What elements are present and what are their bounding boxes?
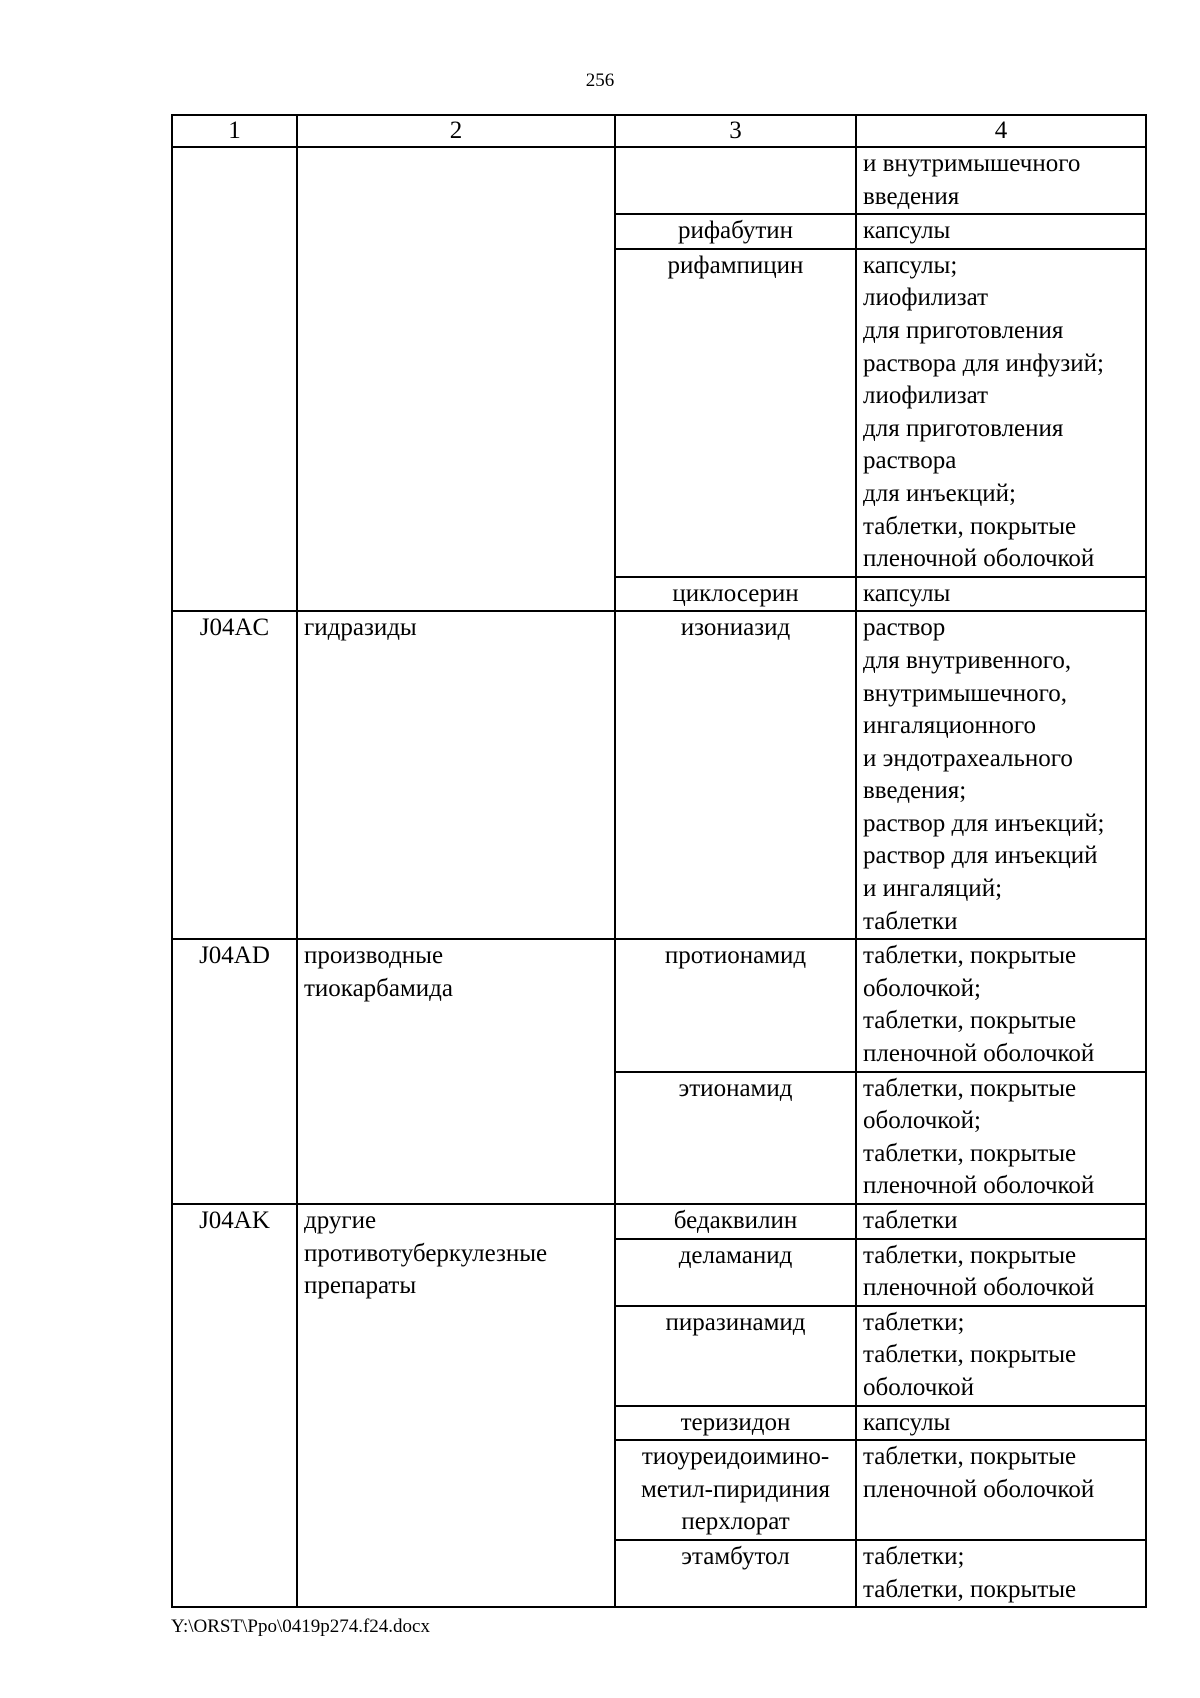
forms-cell (856, 1406, 1146, 1441)
forms-cell (856, 1072, 1146, 1204)
form-line: пленочной оболочкой (863, 1172, 1095, 1200)
drug-cell (615, 1406, 856, 1441)
header-row (172, 115, 1146, 147)
form-line: оболочкой; (863, 974, 981, 1002)
drug-cell (615, 1540, 856, 1607)
column-header: 3 (615, 115, 856, 147)
form-line: таблетки, покрытые (863, 1139, 1077, 1167)
form-line: для инъекций; (863, 479, 1016, 507)
column-header: 1 (172, 115, 297, 147)
drug-name: метил-пиридиния (640, 1475, 830, 1503)
form-line: таблетки, покрытые (863, 1074, 1077, 1102)
atc-code-cell (172, 147, 297, 611)
form-line: пленочной оболочкой (863, 1475, 1095, 1503)
form-line: раствор для инъекций; (863, 809, 1105, 837)
form-line: таблетки (863, 1207, 958, 1234)
form-line: капсулы; (863, 251, 958, 279)
drug-cell (615, 249, 856, 577)
drug-cell (615, 1072, 856, 1204)
form-line: и эндотрахеального (863, 744, 1073, 772)
drug-name: изониазид (680, 614, 791, 642)
drug-name: теризидон (680, 1408, 791, 1436)
forms-cell (856, 939, 1146, 1071)
form-line: таблетки; (863, 1542, 965, 1570)
forms-cell (856, 577, 1146, 612)
form-line: для приготовления (863, 316, 1064, 344)
form-line: ингаляционного (863, 712, 1036, 740)
group-cell (297, 147, 615, 611)
table-row (172, 611, 1146, 939)
drug-name: этионамид (678, 1074, 793, 1102)
drug-cell (615, 1440, 856, 1540)
forms-cell (856, 147, 1146, 214)
form-line: лиофилизат (863, 382, 989, 410)
form-line: таблетки, покрытые (863, 1341, 1077, 1369)
forms-cell (856, 249, 1146, 577)
forms-cell (856, 1239, 1146, 1306)
drug-cell (615, 1204, 856, 1239)
table-row (172, 147, 1146, 214)
form-line: таблетки (863, 907, 958, 935)
atc-code: J04AD (199, 942, 270, 970)
form-line: пленочной оболочкой (863, 1040, 1095, 1068)
forms-cell (856, 1440, 1146, 1540)
form-line: таблетки; (863, 1308, 965, 1336)
group-name: противотуберкулезные (304, 1239, 548, 1267)
forms-cell (856, 1306, 1146, 1406)
document-path-footer: Y:\ORST\Ppo\0419p274.f24.docx (171, 1616, 430, 1637)
atc-code-cell (172, 611, 297, 939)
form-line: и внутримышечного (863, 150, 1081, 177)
page-number: 256 (585, 70, 615, 91)
form-line: раствора для инфузий; (863, 349, 1104, 377)
group-name: препараты (304, 1272, 417, 1300)
atc-code-cell (172, 939, 297, 1204)
form-line: раствор (863, 614, 946, 642)
form-line: для приготовления (863, 414, 1064, 442)
group-name: тиокарбамида (304, 974, 453, 1002)
group-name: другие (304, 1207, 377, 1234)
forms-cell (856, 1540, 1146, 1607)
form-line: раствор для инъекций (863, 842, 1098, 870)
drug-name: перхлорат (681, 1508, 790, 1536)
table-row (172, 1204, 1146, 1239)
group-name: гидразиды (304, 614, 417, 642)
form-line: введения; (863, 777, 967, 805)
drug-cell (615, 147, 856, 214)
drug-name: деламанид (678, 1241, 793, 1269)
form-line: таблетки, покрытые (863, 1575, 1077, 1603)
group-cell (297, 939, 615, 1204)
drug-name: рифабутин (677, 217, 794, 245)
atc-code-cell (172, 1204, 297, 1607)
column-header: 2 (297, 115, 615, 147)
form-line: таблетки, покрытые (863, 1241, 1077, 1269)
form-line: лиофилизат (863, 284, 989, 312)
forms-cell (856, 214, 1146, 249)
form-line: капсулы (863, 1408, 951, 1436)
group-cell (297, 611, 615, 939)
forms-cell (856, 611, 1146, 939)
form-line: оболочкой (863, 1373, 975, 1401)
drug-cell (615, 577, 856, 612)
form-line: и ингаляций; (863, 875, 1003, 903)
drug-name: протионамид (664, 942, 807, 970)
drug-name: пиразинамид (665, 1308, 806, 1336)
form-line: таблетки, покрытые (863, 1007, 1077, 1035)
column-header: 4 (856, 115, 1146, 147)
drug-cell (615, 611, 856, 939)
form-line: раствора (863, 447, 957, 475)
forms-cell (856, 1204, 1146, 1239)
drug-cell (615, 939, 856, 1071)
form-line: пленочной оболочкой (863, 545, 1095, 573)
drug-cell (615, 1306, 856, 1406)
drug-name: циклосерин (672, 579, 799, 607)
drug-name: этамбутол (681, 1542, 790, 1570)
form-line: таблетки, покрытые (863, 942, 1077, 970)
form-line: введения (863, 182, 960, 210)
table-row (172, 939, 1146, 1071)
form-line: для внутривенного, (863, 646, 1072, 674)
form-line: таблетки, покрытые (863, 512, 1077, 540)
drug-cell (615, 214, 856, 249)
atc-code: J04AK (199, 1207, 270, 1234)
form-line: капсулы (863, 217, 951, 245)
form-line: таблетки, покрытые (863, 1443, 1077, 1471)
drug-table (171, 114, 1147, 1608)
form-line: оболочкой; (863, 1107, 981, 1135)
form-line: пленочной оболочкой (863, 1274, 1095, 1302)
drug-cell (615, 1239, 856, 1306)
atc-code: J04AC (199, 614, 270, 642)
drug-name: тиоуреидоимино- (641, 1443, 830, 1471)
drug-name: бедаквилин (673, 1207, 798, 1234)
form-line: внутримышечного, (863, 679, 1067, 707)
group-cell (297, 1204, 615, 1607)
group-name: производные (304, 942, 444, 970)
form-line: капсулы (863, 579, 951, 607)
drug-name: рифампицин (667, 251, 804, 279)
